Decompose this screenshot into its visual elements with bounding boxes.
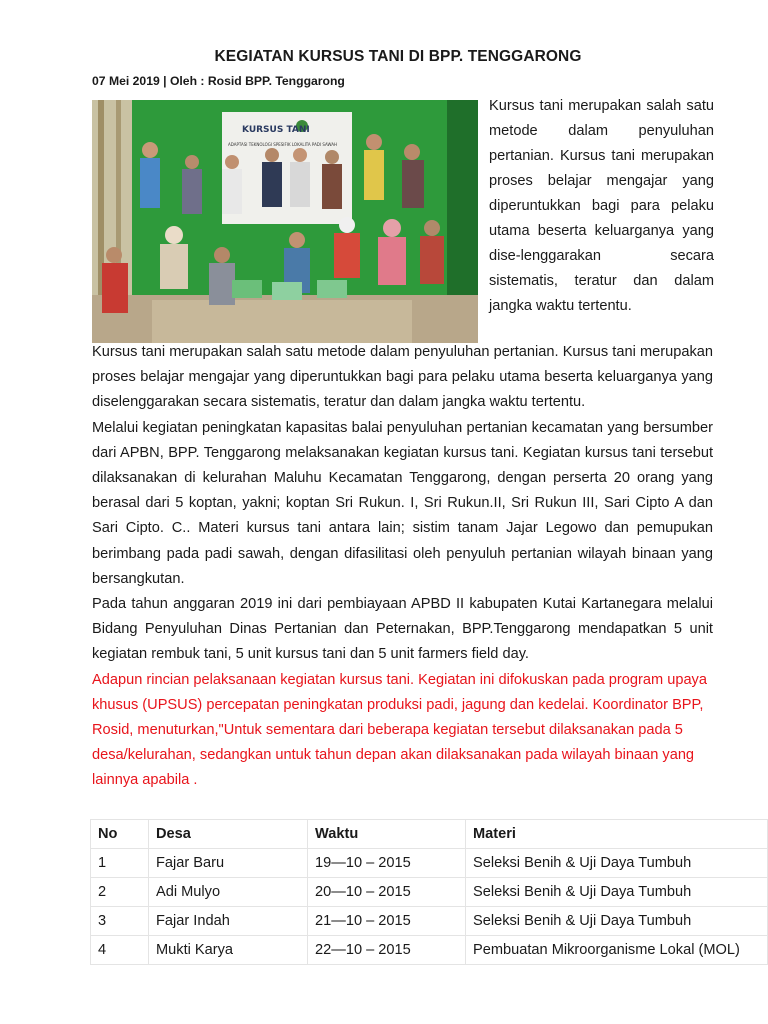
cell-materi: Seleksi Benih & Uji Daya Tumbuh [466,878,768,907]
cell-waktu: 20—10 – 2015 [308,878,466,907]
cell-materi: Seleksi Benih & Uji Daya Tumbuh [466,849,768,878]
cell-desa: Fajar Indah [149,907,308,936]
header-no: No [91,820,149,849]
cell-waktu: 22—10 – 2015 [308,936,466,965]
cell-no: 2 [91,878,149,907]
cell-no: 3 [91,907,149,936]
header-waktu: Waktu [308,820,466,849]
side-intro-text: Kursus tani merupakan salah satu metode dalam penyuluhan pertanian. Kursus tani merupakan proses belajar mengajar yang diperuntukkan bagi para pelaku utama beserta keluarganya yang dise-lenggarakan secara sistematis, teratur dan dalam jangka waktu tertentu. [489,98,714,314]
group-photo-illustration [92,100,478,343]
paragraph-3: Pada tahun anggaran 2019 ini dari pembiayaan APBD II kabupaten Kutai Kartanegara melalui Bidang Penyuluhan Dinas Pertanian dan Peternakan, BPP.Tenggarong mendapatkan 5 unit kegiatan rembuk tani, 5 unit kursus tani dan 5 unit farmers field day. [92,596,713,663]
header-materi: Materi [466,820,768,849]
cell-no: 4 [91,936,149,965]
table-row [91,878,768,907]
cell-materi: Pembuatan Mikroorganisme Lokal (MOL) [466,936,768,965]
cell-waktu: 21—10 – 2015 [308,907,466,936]
table-row [91,849,768,878]
highlight-paragraph: Adapun rincian pelaksanaan kegiatan kursus tani. Kegiatan ini difokuskan pada program upaya khusus (UPSUS) percepatan peningkatan produksi padi, jagung dan kedelai. Koordinator BPP, Rosid, menuturkan,"Untuk sementara dari beberapa kegiatan tersebut dilaksanakan pada 5 desa/kelurahan, sedangkan untuk tahun depan akan dilaksanakan pada wilayah binaan yang lainnya apabila . [92,671,707,789]
header-desa: Desa [149,820,308,849]
cell-desa: Adi Mulyo [149,878,308,907]
paragraph-1: Kursus tani merupakan salah satu metode dalam penyuluhan pertanian. Kursus tani merupakan proses belajar mengajar yang diperuntukkan bagi para pelaku utama beserta keluarganya yang diselenggarakan secara sistematis, teratur dan dalam jangka waktu tertentu. [92,344,713,411]
article-byline: 07 Mei 2019 | Oleh : Rosid BPP. Tenggarong [92,74,345,88]
cell-materi: Seleksi Benih & Uji Daya Tumbuh [466,907,768,936]
article-body [92,340,713,794]
article-title: KEGIATAN KURSUS TANI DI BPP. TENGGARONG [214,48,582,65]
paragraph-2: Melalui kegiatan peningkatan kapasitas balai penyuluhan pertanian kecamatan yang bersumber dari APBN, BPP. Tenggarong melaksanakan kegiatan kursus tani. Kegiatan kursus tani tersebut dilaksanakan di kelurahan Maluhu Kecamatan Tenggarong, dengan perserta 20 orang yang berasal dari 5 koptan, yakni; koptan Sri Rukun. I, Sri Rukun.II, Sri Rukun III, Sari Cipto A dan Sari Cipto. C.. Materi kursus tani antara lain; sistim tanam Jajar Legowo dan pemupukan berimbang pada padi sawah, dengan difasilitasi oleh penyuluh pertanian wilayah binaan yang bersangkutan. [92,419,713,587]
table-row [91,936,768,965]
cell-waktu: 19—10 – 2015 [308,849,466,878]
banner-subtitle: ADAPTASI TEKNOLOGI SPESIFIK LOKALITA PADI SAWAH [228,142,337,147]
materi-table [90,819,768,965]
table-header-row [91,820,768,849]
cell-desa: Fajar Baru [149,849,308,878]
cell-no: 1 [91,849,149,878]
group-photo [92,100,478,343]
banner-title: KURSUS TANI [242,125,310,135]
cell-desa: Mukti Karya [149,936,308,965]
table-row [91,907,768,936]
